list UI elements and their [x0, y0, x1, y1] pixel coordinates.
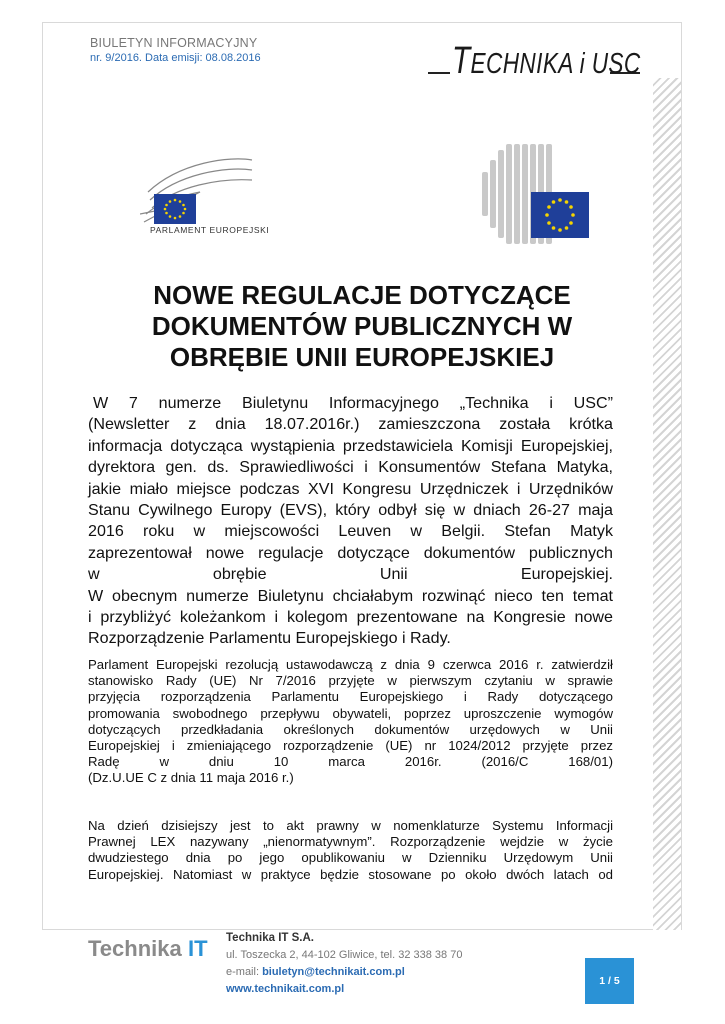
company-name: Technika IT S.A.	[226, 932, 314, 944]
bulletin-title: BIULETYN INFORMACYJNY	[90, 36, 258, 50]
brand-logo	[452, 40, 641, 83]
title-line: DOKUMENTÓW PUBLICZNYCH W	[151, 311, 573, 341]
body-paragraph-1	[88, 657, 613, 787]
body-line: (Dz.U.UE C z dnia 11 maja 2016 r.)	[88, 770, 294, 786]
intro-line: zaprezentował nowe regulacje dotyczące dokumentów publicznych	[88, 543, 613, 562]
issue-line: nr. 9/2016. Data emisji: 08.08.2016	[90, 52, 261, 64]
intro-line: i przybliżyć koleżankom i kolegom prezentowane na Kongresie nowe	[88, 608, 613, 627]
title-line: NOWE REGULACJE DOTYCZĄCE	[153, 280, 571, 310]
body-line: dwudziestego dnia po jego opublikowaniu w Dzienniku Urzędowym Unii	[88, 850, 613, 866]
body-line: Europejskiej i zmieniającego rozporządzenie (UE) nr 1024/2012 przyjęte przez	[88, 738, 613, 754]
website-link[interactable]: www.technikait.com.pl	[226, 983, 345, 995]
intro-line: Rozporządzenie Parlamentu Europejskiego i Rady.	[88, 629, 451, 648]
body-line: Parlament Europejski rezolucją ustawodawczą z dnia 9 czerwca 2016 r. zatwierdził	[88, 657, 613, 672]
intro-line: w obrębie Unii Europejskiej.	[88, 565, 613, 584]
company-email-line	[226, 966, 405, 978]
intro-line: W 7 numerze Biuletynu Informacyjnego „Technika i USC”	[93, 394, 613, 412]
brand-name: ECHNIKA i USC	[470, 48, 641, 80]
parliament-caption: PARLAMENT EUROPEJSKI	[150, 225, 270, 235]
intro-line: dyrektora gen. ds. Sprawiedliwości i Konsumentów Stefana Matyka,	[88, 458, 613, 477]
body-line: Prawnej LEX nazywany „nienormatywnym”. Rozporządzenie wejdzie w życie	[88, 834, 613, 850]
intro-line: Stanu Cywilnego Europy (EVS), który odbył się w dniach 26-27 maja	[88, 501, 613, 520]
body-line: dotyczących przedkładania określonych dokumentów urzędowych w Unii	[88, 721, 613, 737]
footer-logo-suffix: IT	[188, 936, 208, 961]
intro-line: jakie miało miejsce podczas XVI Kongresu Urzędniczek i Urzędników	[88, 479, 613, 498]
article-title	[60, 280, 664, 373]
body-line: Radę w dniu 10 marca 2016r. (2016/C 168/01)	[88, 754, 613, 770]
intro-paragraph	[88, 393, 613, 650]
body-line: przyjęcia rozporządzenia Parlamentu Europejskiego i Rady dotyczącego	[88, 689, 613, 705]
decorative-hatch-bar	[653, 78, 681, 930]
body-paragraph-2	[88, 818, 613, 883]
european-commission-logo	[478, 142, 593, 247]
technika-it-logo	[88, 934, 218, 964]
body-line: promowania swobodnego przepływu obywateli, poprzez uproszczenie wymogów	[88, 705, 613, 721]
brand-rule-left	[428, 72, 450, 74]
page-indicator: 1 / 5	[585, 958, 634, 1004]
body-line: stanowisko Rady (UE) Nr 7/2016 przyjęte w pierwszym czytaniu w sprawie	[88, 673, 613, 689]
intro-line: 2016 roku w miejscowości Leuven w Belgii. Stefan Matyk	[88, 522, 613, 541]
intro-line: (Newsletter z dnia 18.07.2016r.) zamieszczona została krótka	[88, 415, 613, 434]
title-line: OBRĘBIE UNII EUROPEJSKIEJ	[169, 342, 555, 372]
email-link[interactable]: biuletyn@technikait.com.pl	[262, 966, 405, 978]
body-line: Europejskiej. Natomiast w praktyce będzie stosowane po około dwóch latach od	[88, 866, 613, 882]
intro-line: informacja dotycząca wystąpienia przedstawiciela Komisji Europejskiej,	[88, 436, 613, 455]
brand-initial: T	[452, 40, 471, 82]
company-address: ul. Toszecka 2, 44-102 Gliwice, tel. 32 338 38 70	[226, 949, 463, 961]
intro-line: W obecnym numerze Biuletynu chciałabym rozwinąć nieco ten temat	[88, 586, 613, 605]
email-label: e-mail:	[226, 966, 263, 978]
footer-logo-text: Technika	[88, 936, 182, 961]
body-line: Na dzień dzisiejszy jest to akt prawny w nomenklaturze Systemu Informacji	[88, 818, 613, 833]
